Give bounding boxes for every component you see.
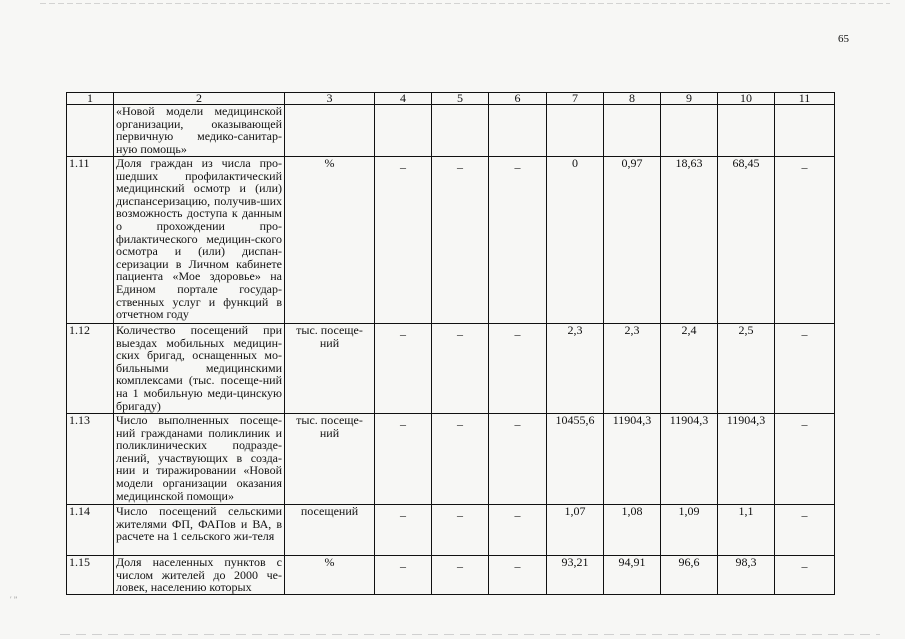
header-cell: 4 [375, 93, 432, 105]
value-cell: – [775, 324, 835, 414]
value-cell: 98,3 [718, 556, 775, 595]
header-cell: 2 [114, 93, 285, 105]
value-cell: – [432, 324, 489, 414]
row-description: Число выполненных посеще-ний гражданами поликлиник и поликлинических подразде-лений, участвующих в созда-нии и тиражировании «Новой модели организации оказания медицинской помощи» [114, 414, 285, 505]
value-cell [775, 105, 835, 157]
row-number: 1.13 [67, 414, 114, 505]
header-cell: 8 [604, 93, 661, 105]
value-cell: 11904,3 [604, 414, 661, 505]
value-cell: – [775, 157, 835, 324]
value-cell: – [432, 505, 489, 556]
row-number [67, 105, 114, 157]
scan-artifact-bottom [60, 634, 880, 635]
value-cell: 68,45 [718, 157, 775, 324]
value-cell: 2,4 [661, 324, 718, 414]
row-description: Количество посещений при выездах мобильных медицин-ских бригад, оснащенных мо-бильными медицинскими комплексами (тыс. посеще-ний на 1 мобильную меди-цинскую бригаду) [114, 324, 285, 414]
value-cell: 0,97 [604, 157, 661, 324]
row-number: 1.12 [67, 324, 114, 414]
value-cell: – [775, 556, 835, 595]
header-cell: 10 [718, 93, 775, 105]
value-cell: 93,21 [547, 556, 604, 595]
value-cell: – [432, 556, 489, 595]
row-description: «Новой модели медицинской организации, оказывающей первичную медико-санитар-ную помощь» [114, 105, 285, 157]
value-cell: 96,6 [661, 556, 718, 595]
header-cell: 7 [547, 93, 604, 105]
value-cell: 0 [547, 157, 604, 324]
value-cell [489, 105, 547, 157]
value-cell: – [432, 414, 489, 505]
header-cell: 11 [775, 93, 835, 105]
value-cell [375, 105, 432, 157]
table-row [67, 414, 835, 505]
row-description: Число посещений сельскими жителями ФП, ФАПов и ВА, в расчете на 1 сельского жи-теля [114, 505, 285, 556]
table-row [67, 324, 835, 414]
value-cell: 10455,6 [547, 414, 604, 505]
row-unit: % [285, 157, 375, 324]
value-cell: 1,09 [661, 505, 718, 556]
row-number: 1.14 [67, 505, 114, 556]
row-number: 1.11 [67, 157, 114, 324]
value-cell: – [375, 505, 432, 556]
header-cell: 1 [67, 93, 114, 105]
value-cell [432, 105, 489, 157]
row-number: 1.15 [67, 556, 114, 595]
value-cell: 1,1 [718, 505, 775, 556]
row-unit: тыс. посеще-ний [285, 414, 375, 505]
value-cell: 1,08 [604, 505, 661, 556]
value-cell: – [375, 157, 432, 324]
value-cell: – [489, 556, 547, 595]
row-description: Доля населенных пунктов с числом жителей до 2000 че-ловек, населению которых [114, 556, 285, 595]
value-cell: – [375, 324, 432, 414]
value-cell: 1,07 [547, 505, 604, 556]
value-cell: – [489, 157, 547, 324]
value-cell: 18,63 [661, 157, 718, 324]
header-cell: 5 [432, 93, 489, 105]
value-cell: – [489, 505, 547, 556]
page-number: 65 [838, 33, 849, 45]
value-cell: – [375, 414, 432, 505]
table-row [67, 105, 835, 157]
value-cell: – [775, 414, 835, 505]
value-cell [547, 105, 604, 157]
table-row [67, 505, 835, 556]
row-unit: посещений [285, 505, 375, 556]
header-cell: 9 [661, 93, 718, 105]
header-row [67, 93, 835, 105]
value-cell [661, 105, 718, 157]
value-cell: 2,5 [718, 324, 775, 414]
header-cell: 3 [285, 93, 375, 105]
scan-artifact-top [40, 3, 890, 4]
header-cell: 6 [489, 93, 547, 105]
table-row [67, 157, 835, 324]
row-unit [285, 105, 375, 157]
value-cell: – [432, 157, 489, 324]
value-cell [604, 105, 661, 157]
value-cell: – [375, 556, 432, 595]
value-cell: 94,91 [604, 556, 661, 595]
row-unit: % [285, 556, 375, 595]
row-description: Доля граждан из числа про-шедших профилактический медицинский осмотр и (или) диспансеризацию, получив-ших возможность доступа к данным о прохождении про-филактического медицин-ского осмотра и (или) диспан-серизации в Личном кабинете пациента «Мое здоровье» на Едином портале государ-ственных услуг и функций в отчетном году [114, 157, 285, 324]
value-cell: – [775, 505, 835, 556]
value-cell: – [489, 414, 547, 505]
value-cell: – [489, 324, 547, 414]
table-row [67, 556, 835, 595]
value-cell: 2,3 [604, 324, 661, 414]
indicators-table [66, 92, 835, 595]
value-cell: 11904,3 [718, 414, 775, 505]
value-cell: 2,3 [547, 324, 604, 414]
value-cell [718, 105, 775, 157]
scan-artifact-mark: ′ ” [10, 595, 18, 604]
row-unit: тыс. посеще-ний [285, 324, 375, 414]
value-cell: 11904,3 [661, 414, 718, 505]
